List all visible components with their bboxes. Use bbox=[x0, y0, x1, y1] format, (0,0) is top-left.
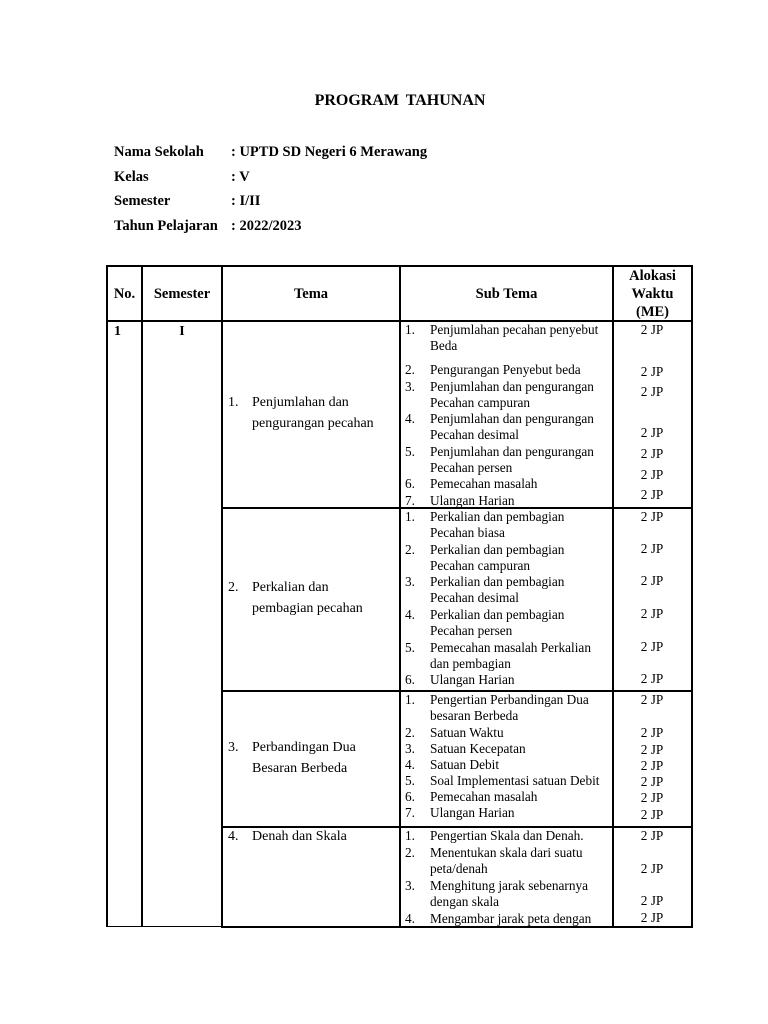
tema-line: pembagian pecahan bbox=[252, 600, 363, 616]
info-value: : I/II bbox=[231, 193, 261, 209]
sub-tema-number: 1. bbox=[405, 509, 415, 524]
sub-tema-number: 2. bbox=[405, 725, 415, 740]
alokasi-value: 2 JP bbox=[640, 364, 664, 379]
sub-tema-text: Menghitung jarak sebenarnya bbox=[430, 878, 589, 893]
alokasi-value: 2 JP bbox=[640, 758, 664, 773]
sub-tema-text: Pengurangan Penyebut beda bbox=[430, 362, 581, 377]
sub-tema-text: Pemecahan masalah Perkalian bbox=[430, 640, 591, 655]
sub-tema-text: Penjumlahan dan pengurangan bbox=[430, 379, 594, 394]
sub-tema-number: 5. bbox=[405, 640, 415, 655]
sub-tema-number: 1. bbox=[405, 828, 415, 843]
alokasi-value: 2 JP bbox=[640, 828, 664, 843]
row-number: 1 bbox=[114, 324, 121, 339]
alokasi-value: 2 JP bbox=[640, 790, 664, 805]
sub-tema-number: 4. bbox=[405, 607, 415, 622]
sub-tema-text: Satuan Waktu bbox=[430, 725, 504, 740]
sub-tema-number: 6. bbox=[405, 789, 415, 804]
tema-text bbox=[252, 827, 398, 848]
sub-tema-text: Ulangan Harian bbox=[430, 805, 515, 820]
header-no: No. bbox=[113, 285, 136, 302]
sub-tema-number: 2. bbox=[405, 362, 415, 377]
sub-tema-text: Ulangan Harian bbox=[430, 493, 515, 508]
sub-tema-number: 2. bbox=[405, 542, 415, 557]
sub-tema-number: 3. bbox=[405, 379, 415, 394]
header-alokasi-line: Alokasi bbox=[629, 267, 676, 284]
sub-tema-text: Pecahan desimal bbox=[430, 427, 519, 443]
sub-tema-text: Mengambar jarak peta dengan bbox=[430, 911, 592, 926]
info-value: : V bbox=[231, 168, 250, 185]
sub-tema-number: 3. bbox=[405, 741, 415, 756]
tema-text bbox=[252, 738, 398, 779]
alokasi-value: 2 JP bbox=[640, 509, 664, 524]
sub-tema-text: Perkalian dan pembagian bbox=[430, 574, 565, 589]
sub-tema-text: Pemecahan masalah bbox=[430, 476, 538, 491]
sub-tema-text: dengan skala bbox=[430, 894, 500, 910]
alokasi-value: 2 JP bbox=[640, 467, 664, 482]
sub-tema-number: 2. bbox=[405, 845, 415, 860]
tema-text bbox=[252, 393, 398, 434]
alokasi-value: 2 JP bbox=[640, 322, 664, 337]
sub-tema-text: besaran Berbeda bbox=[430, 708, 519, 724]
col-divider bbox=[221, 265, 223, 928]
sub-tema-number: 3. bbox=[405, 878, 415, 893]
sub-tema-text: Pecahan desimal bbox=[430, 590, 519, 606]
alokasi-value: 2 JP bbox=[640, 487, 664, 502]
sub-tema-number: 7. bbox=[405, 805, 415, 820]
tema-line: Besaran Berbeda bbox=[252, 760, 348, 776]
table-border-left bbox=[106, 265, 108, 927]
alokasi-value: 2 JP bbox=[640, 910, 664, 925]
sub-tema-number: 1. bbox=[405, 692, 415, 707]
tema-item bbox=[228, 393, 398, 435]
sub-tema-text: dan pembagian bbox=[430, 656, 511, 672]
alokasi-value: 2 JP bbox=[640, 384, 664, 399]
sub-tema-text: Pengertian Perbandingan Dua bbox=[430, 692, 589, 707]
info-label: Semester bbox=[114, 193, 171, 209]
sub-tema-text: Pecahan campuran bbox=[430, 558, 531, 574]
info-label: Kelas bbox=[114, 168, 149, 185]
alokasi-value: 2 JP bbox=[640, 725, 664, 740]
sub-tema-number: 6. bbox=[405, 476, 415, 491]
sub-tema-number: 1. bbox=[405, 322, 415, 337]
alokasi-value: 2 JP bbox=[640, 573, 664, 588]
sub-tema-text: Soal Implementasi satuan Debit bbox=[430, 773, 600, 788]
alokasi-value: 2 JP bbox=[640, 606, 664, 621]
alokasi-value: 2 JP bbox=[640, 861, 664, 876]
sub-tema-text: Penjumlahan pecahan penyebut bbox=[430, 322, 599, 337]
tema-number: 3. bbox=[228, 740, 239, 755]
alokasi-value: 2 JP bbox=[640, 639, 664, 654]
sub-tema-text: Menentukan skala dari suatu bbox=[430, 845, 583, 860]
tema-item bbox=[228, 827, 398, 849]
alokasi-value: 2 JP bbox=[640, 425, 664, 440]
table-border-bottom-left bbox=[106, 926, 222, 927]
sub-tema-number: 4. bbox=[405, 757, 415, 772]
tema-number: 4. bbox=[228, 829, 239, 844]
header-alokasi-line: Waktu bbox=[631, 285, 674, 302]
sub-tema-number: 7. bbox=[405, 493, 415, 508]
sub-tema-text: Beda bbox=[430, 338, 458, 354]
sub-tema-number: 4. bbox=[405, 411, 415, 426]
tema-line: Denah dan Skala bbox=[252, 829, 347, 844]
sub-tema-number: 6. bbox=[405, 672, 415, 687]
tema-line: Perbandingan Dua bbox=[252, 740, 356, 755]
sub-tema-number: 3. bbox=[405, 574, 415, 589]
sub-tema-number: 5. bbox=[405, 444, 415, 459]
sub-tema-number: 4. bbox=[405, 911, 415, 926]
sub-tema-text: Penjumlahan dan pengurangan bbox=[430, 444, 594, 459]
header-alokasi-line: (ME) bbox=[635, 303, 669, 320]
info-label: Nama Sekolah bbox=[114, 144, 204, 160]
table-border-right bbox=[691, 265, 693, 928]
tema-item bbox=[228, 738, 398, 780]
tema-text bbox=[252, 578, 398, 619]
tema-line: pengurangan pecahan bbox=[252, 415, 374, 431]
alokasi-value: 2 JP bbox=[640, 893, 664, 908]
alokasi-value: 2 JP bbox=[640, 742, 664, 757]
tema-line: Penjumlahan dan bbox=[252, 395, 349, 410]
sub-tema-text: peta/denah bbox=[430, 861, 488, 877]
alokasi-value: 2 JP bbox=[640, 692, 664, 707]
info-label: Tahun Pelajaran bbox=[114, 217, 218, 234]
page-title: PROGRAM TAHUNAN bbox=[314, 92, 486, 109]
info-value: : UPTD SD Negeri 6 Merawang bbox=[231, 144, 428, 160]
sub-tema-text: Satuan Kecepatan bbox=[430, 741, 526, 756]
alokasi-value: 2 JP bbox=[640, 446, 664, 461]
sub-tema-text: Ulangan Harian bbox=[430, 672, 515, 687]
sub-tema-text: Satuan Debit bbox=[430, 757, 500, 772]
row-semester: I bbox=[179, 324, 185, 339]
header-tema: Tema bbox=[293, 285, 329, 302]
sub-tema-text: Pecahan persen bbox=[430, 460, 513, 476]
header-sub-tema: Sub Tema bbox=[475, 285, 538, 302]
alokasi-value: 2 JP bbox=[640, 807, 664, 822]
sub-tema-text: Pengertian Skala dan Denah. bbox=[430, 828, 584, 843]
sub-tema-text: Pemecahan masalah bbox=[430, 789, 538, 804]
tema-number: 2. bbox=[228, 580, 239, 595]
sub-tema-text: Pecahan biasa bbox=[430, 525, 505, 541]
alokasi-value: 2 JP bbox=[640, 541, 664, 556]
tema-number: 1. bbox=[228, 395, 239, 410]
sub-tema-number: 5. bbox=[405, 773, 415, 788]
sub-tema-text: Penjumlahan dan pengurangan bbox=[430, 411, 594, 426]
sub-tema-text: Perkalian dan pembagian bbox=[430, 509, 565, 524]
sub-tema-text: Pecahan persen bbox=[430, 623, 513, 639]
sub-tema-text: Pecahan campuran bbox=[430, 395, 531, 411]
sub-tema-text: Perkalian dan pembagian bbox=[430, 542, 565, 557]
tema-line: Perkalian dan bbox=[252, 580, 329, 595]
col-divider bbox=[399, 265, 401, 928]
sub-tema-text: Perkalian dan pembagian bbox=[430, 607, 565, 622]
header-alokasi bbox=[614, 267, 691, 320]
alokasi-value: 2 JP bbox=[640, 671, 664, 686]
info-value: : 2022/2023 bbox=[231, 217, 302, 234]
col-divider bbox=[141, 265, 143, 927]
tema-item bbox=[228, 578, 398, 620]
header-semester: Semester bbox=[153, 285, 211, 302]
alokasi-value: 2 JP bbox=[640, 774, 664, 789]
